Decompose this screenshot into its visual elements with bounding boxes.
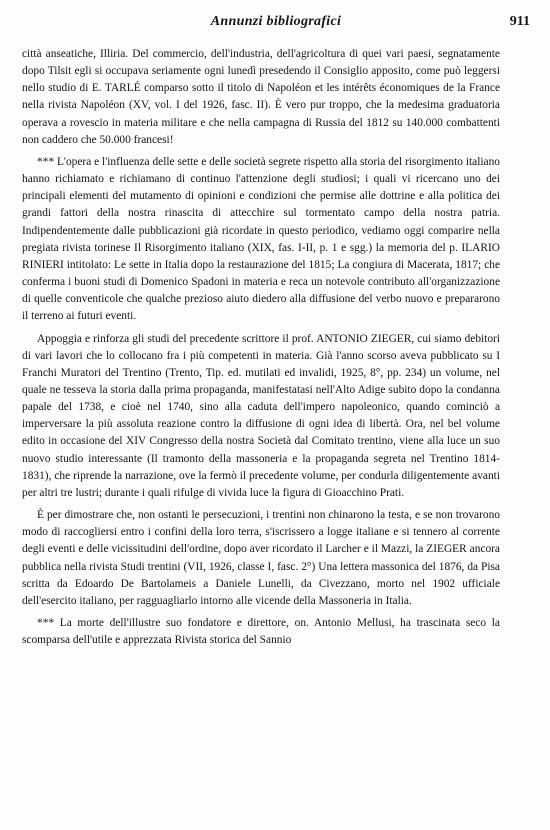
page-number: 911	[509, 14, 530, 29]
page-header	[22, 14, 530, 36]
paragraph-4: È per dimostrare che, non ostanti le persecuzioni, i trentini non chinarono la testa, e se non trovarono modo di raccogliersi entro i confini della loro terra, s'iscrissero a logge italiane e si tennero al corrente degli eventi e delle vicissitudini dell'ordine, dopo aver ricordato il Larcher e il Mazzi, la ZIEGER ancora pubblica nella rivista Studi trentini (VII, 1926, classe I, fasc. 2°) Una lettera massonica del 1876, da Pisa scritta da Edoardo De Bartolameis a Daniele Lunelli, da Civezzano, morto nel 1902 ufficiale dell'esercito italiano, per ragguagliarlo intorno alle vicende della Massoneria in Italia.	[22, 509, 500, 607]
paragraph-5: *** La morte dell'illustre suo fondatore e direttore, on. Antonio Mellusi, ha trascinata seco la scomparsa dell'utile e apprezzata Rivista storica del Sannio	[22, 617, 500, 647]
body-text	[22, 46, 500, 649]
paragraph-2: *** L'opera e l'influenza delle sette e delle società segrete rispetto alla storia del risorgimento italiano hanno richiamato e richiamano di continuo l'attenzione degli studiosi; i quali vi ricercano uno dei principali elementi del mutamento di opinioni e condizioni che permise alle dottrine e alla politica dei grandi fattori della nostra rinascita di attecchire sul tormentato campo della nostra patria. Indipendentemente dalle pubblicazioni già ricordate in questo periodico, vediamo oggi comparire nella pregiata rivista torinese Il Risorgimento italiano (XIX, fas. I-II, p. 1 e sgg.) la memoria del p. ILARIO RINIERI intitolato: Le sette in Italia dopo la restaurazione del 1815; La congiura di Macerata, 1817; che conferma i buoni studi di Domenico Spadoni in materia e reca un notevole contributo all'organizzazione di quelle conventicole che qualche prezioso aiuto diedero alla diffusione del verbo nuovo e prepararono il terreno ai futuri eventi.	[22, 155, 500, 323]
paragraph-1: città anseatiche, Illiria. Del commercio, dell'industria, dell'agricoltura di quei vari paesi, segnatamente dopo Tilsit egli si occupava seriamente ogni lunedì presedendo il Consiglio apposito, come può leggersi nello studio di E. TARLÉ comparso sotto il titolo di Napoléon et les intérêts économiques de la France nella rivista Napoléon (XV, vol. I del 1926, fasc. II). È vero pur troppo, che la medesima graduatoria operava a rovescio in materia militare e che nella campagna di Russia del 1812 su 140.000 combattenti non caddero che 50.000 francesi!	[22, 48, 500, 146]
running-title: Annunzi bibliografici	[210, 14, 342, 29]
paragraph-3: Appoggia e rinforza gli studi del precedente scrittore il prof. ANTONIO ZIEGER, cui siamo debitori di vari lavori che lo collocano fra i più competenti in materia. Già l'anno scorso aveva pubblicato su I Franchi Muratori del Trentino (Trento, Tip. ed. mutilati ed invalidi, 1925, 8°, pp. 234) un volume, nel quale ne tesseva la storia dalla prima propaganda, manifestatasi nell'Alto Adige subito dopo la condanna papale del 1738, e cioè nel 1740, sino alla caduta dell'impero napoleonico, quando cominciò a imperversare la più assoluta reazione contro la diffusione di ogni idea di libertà. Ora, nel bel volume edito in occasione del XIV Congresso della nostra Società dal Comitato trentino, viene alla luce un suo nuovo studio interessante (Il tramonto della massoneria e la propaganda segreta nel Trentino 1814-1831), che riprende la narrazione, ove la fermò il precedente volume, per condurla diligentemente avanti per altri tre lustri; durante i quali rifulge di vivida luce la figura di Gioacchino Prati.	[22, 332, 500, 499]
